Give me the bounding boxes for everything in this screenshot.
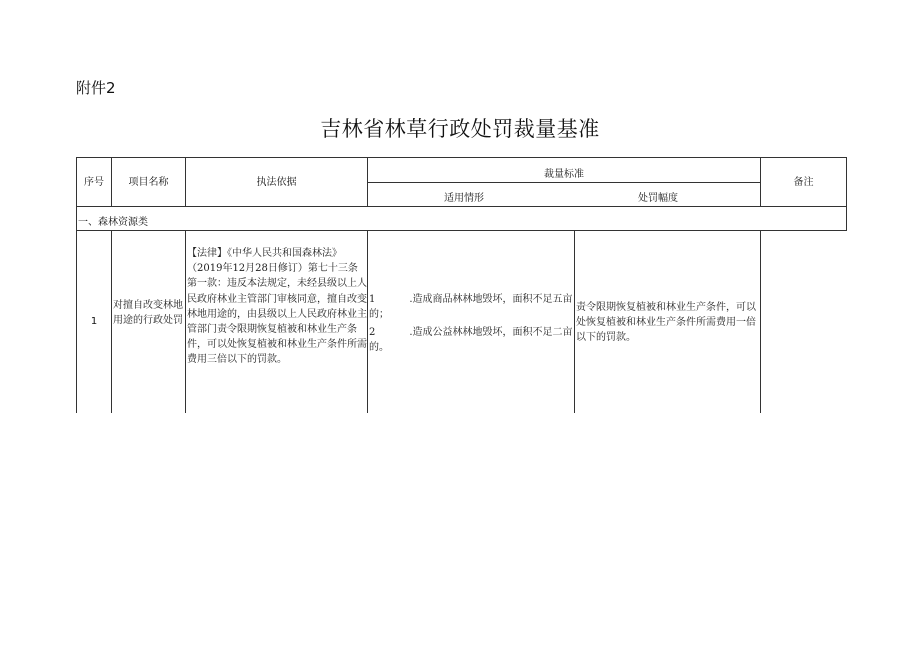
- header-item-name: 项目名称: [128, 177, 169, 188]
- row-basis: 【法律】《中华人民共和国森林法》（2019年12月28日修订）第七十三条第一款：违反本法规定，未经县级以上人民政府林业主管部门审核同意，擅自改变林地用途的，由县级以上人民政府林业主管部门责令限期恢复植被和林业生产条件，可以处恢复植被和林业生产条件所需费用三倍以下的罚款。: [187, 248, 367, 366]
- situation-1-number: 1: [369, 294, 376, 305]
- row-seq: 1: [90, 316, 98, 327]
- row-situation-2: [369, 325, 573, 355]
- document-title: 吉林省林草行政处罚裁量基准: [320, 117, 600, 141]
- col-divider-seq-body: [111, 230, 112, 413]
- situation-2-text: .造成公益林林地毁坏，面积不足二亩的。: [369, 327, 573, 354]
- section-label: 一、森林资源类: [78, 217, 148, 228]
- table-top-border: [76, 157, 847, 158]
- table-left-border: [76, 157, 77, 413]
- header-bottom-border: [76, 206, 847, 207]
- situation-1-text: .造成商品林林地毁坏，面积不足五亩的；: [369, 294, 573, 321]
- header-basis: 执法依据: [256, 177, 297, 188]
- standard-subheader-divider: [367, 182, 760, 183]
- attachment-label: 附件2: [76, 79, 116, 97]
- row-item-name: 对擅自改变林地用途的行政处罚: [113, 300, 183, 327]
- row-situation-1: [369, 292, 573, 322]
- section-row-bottom-border: [76, 230, 847, 231]
- row-penalty: 责令限期恢复植被和林业生产条件，可以处恢复植被和林业生产条件所需费用一倍以下的罚款。: [576, 302, 756, 344]
- col-divider-name-body: [185, 230, 186, 413]
- col-divider-basis-body: [367, 230, 368, 413]
- header-penalty-range: 处罚幅度: [638, 193, 678, 204]
- header-situation: 适用情形: [444, 193, 484, 204]
- header-remark: 备注: [793, 177, 814, 188]
- header-standard: 裁量标准: [544, 169, 584, 180]
- table-right-border-header: [846, 157, 847, 206]
- header-seq: 序号: [84, 177, 104, 188]
- situation-2-number: 2: [369, 327, 376, 338]
- table-right-border-section: [846, 206, 847, 230]
- col-divider-standard-body: [760, 230, 761, 413]
- col-divider-situation-body: [574, 230, 575, 413]
